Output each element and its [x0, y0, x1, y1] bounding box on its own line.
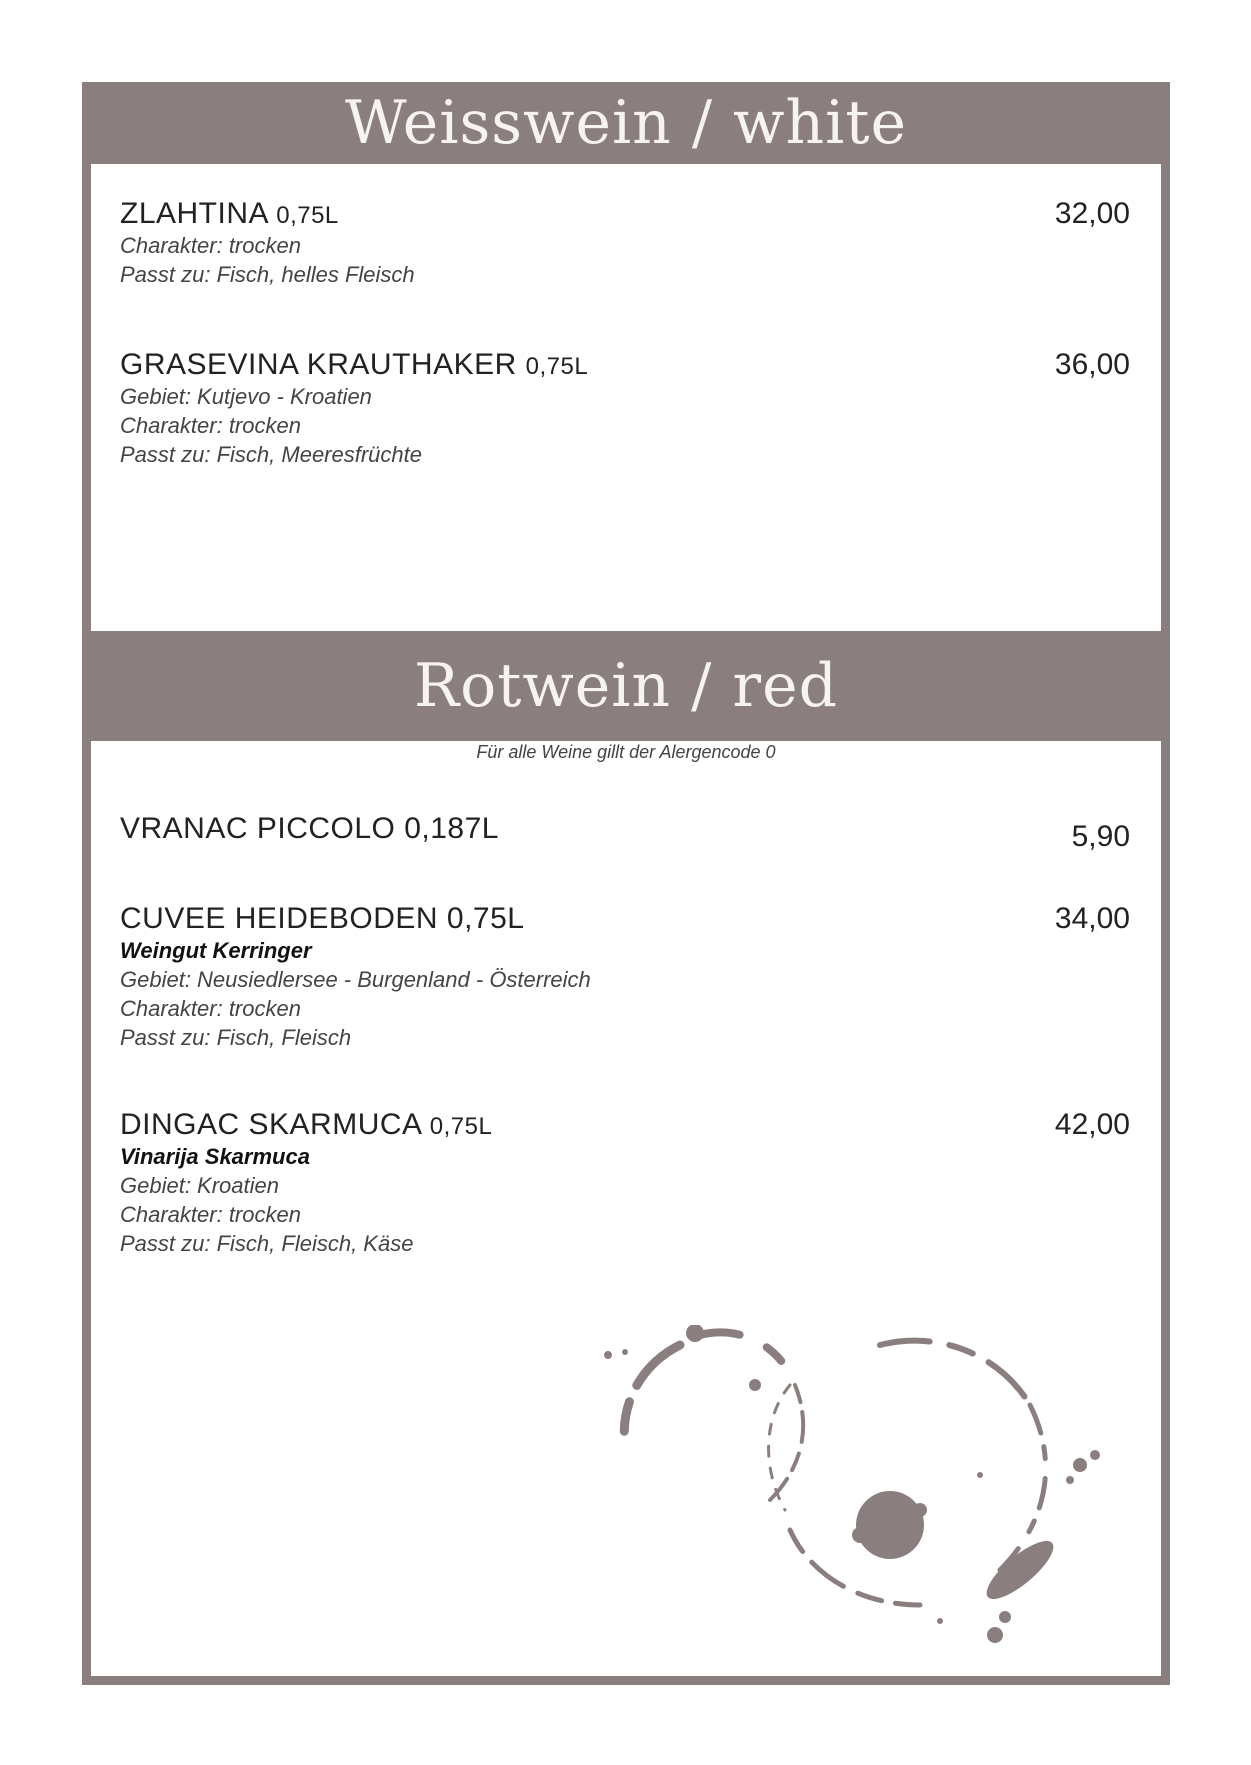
wine-name: ZLAHTINA [120, 197, 268, 230]
winery-name: Weingut Kerringer [120, 938, 312, 963]
wine-volume: 0,75L [525, 353, 589, 380]
allergen-note: Für alle Weine gillt der Alergencode 0 [476, 742, 776, 762]
winery-name: Vinarija Skarmuca [120, 1144, 310, 1169]
wine-item-dingac-skarmuca [120, 1108, 1130, 1258]
wine-detail: Charakter: trocken [120, 233, 301, 258]
wine-detail: Gebiet: Kroatien [120, 1173, 279, 1198]
white-wine-title: Weisswein / white [345, 88, 907, 158]
white-wine-header [82, 82, 1170, 164]
wine-price: 42,00 [1054, 1108, 1130, 1141]
wine-detail: Gebiet: Neusiedlersee - Burgenland - Österreich [120, 967, 591, 992]
wine-item-grasevina [120, 348, 1130, 469]
wine-price: 5,90 [1071, 820, 1130, 853]
wine-price: 36,00 [1054, 348, 1130, 381]
wine-detail: Passt zu: Fisch, Meeresfrüchte [120, 442, 422, 467]
wine-name: GRASEVINA KRAUTHAKER [120, 348, 517, 381]
wine-detail: Charakter: trocken [120, 413, 301, 438]
wine-detail: Gebiet: Kutjevo - Kroatien [120, 384, 372, 409]
wine-item-vranac [120, 812, 1130, 853]
wine-name: CUVEE HEIDEBODEN 0,75L [120, 902, 525, 935]
wine-price: 32,00 [1054, 197, 1130, 230]
red-wine-title: Rotwein / red [413, 651, 839, 721]
wine-price: 34,00 [1054, 902, 1130, 935]
wine-item-cuvee-heideboden [120, 902, 1130, 1052]
wine-name: VRANAC PICCOLO 0,187L [120, 812, 499, 845]
wine-detail: Passt zu: Fisch, helles Fleisch [120, 262, 415, 287]
wine-detail: Passt zu: Fisch, Fleisch [120, 1025, 352, 1050]
wine-detail: Charakter: trocken [120, 996, 301, 1021]
wine-detail: Charakter: trocken [120, 1202, 301, 1227]
wine-detail: Passt zu: Fisch, Fleisch, Käse [120, 1231, 414, 1256]
wine-stain-icon [590, 1325, 1130, 1655]
red-wine-header [82, 631, 1170, 741]
wine-volume: 0,75L [429, 1113, 493, 1140]
wine-name: DINGAC SKARMUCA [120, 1108, 421, 1141]
wine-volume: 0,75L [276, 202, 339, 229]
wine-item-zlahtina [120, 197, 1130, 289]
